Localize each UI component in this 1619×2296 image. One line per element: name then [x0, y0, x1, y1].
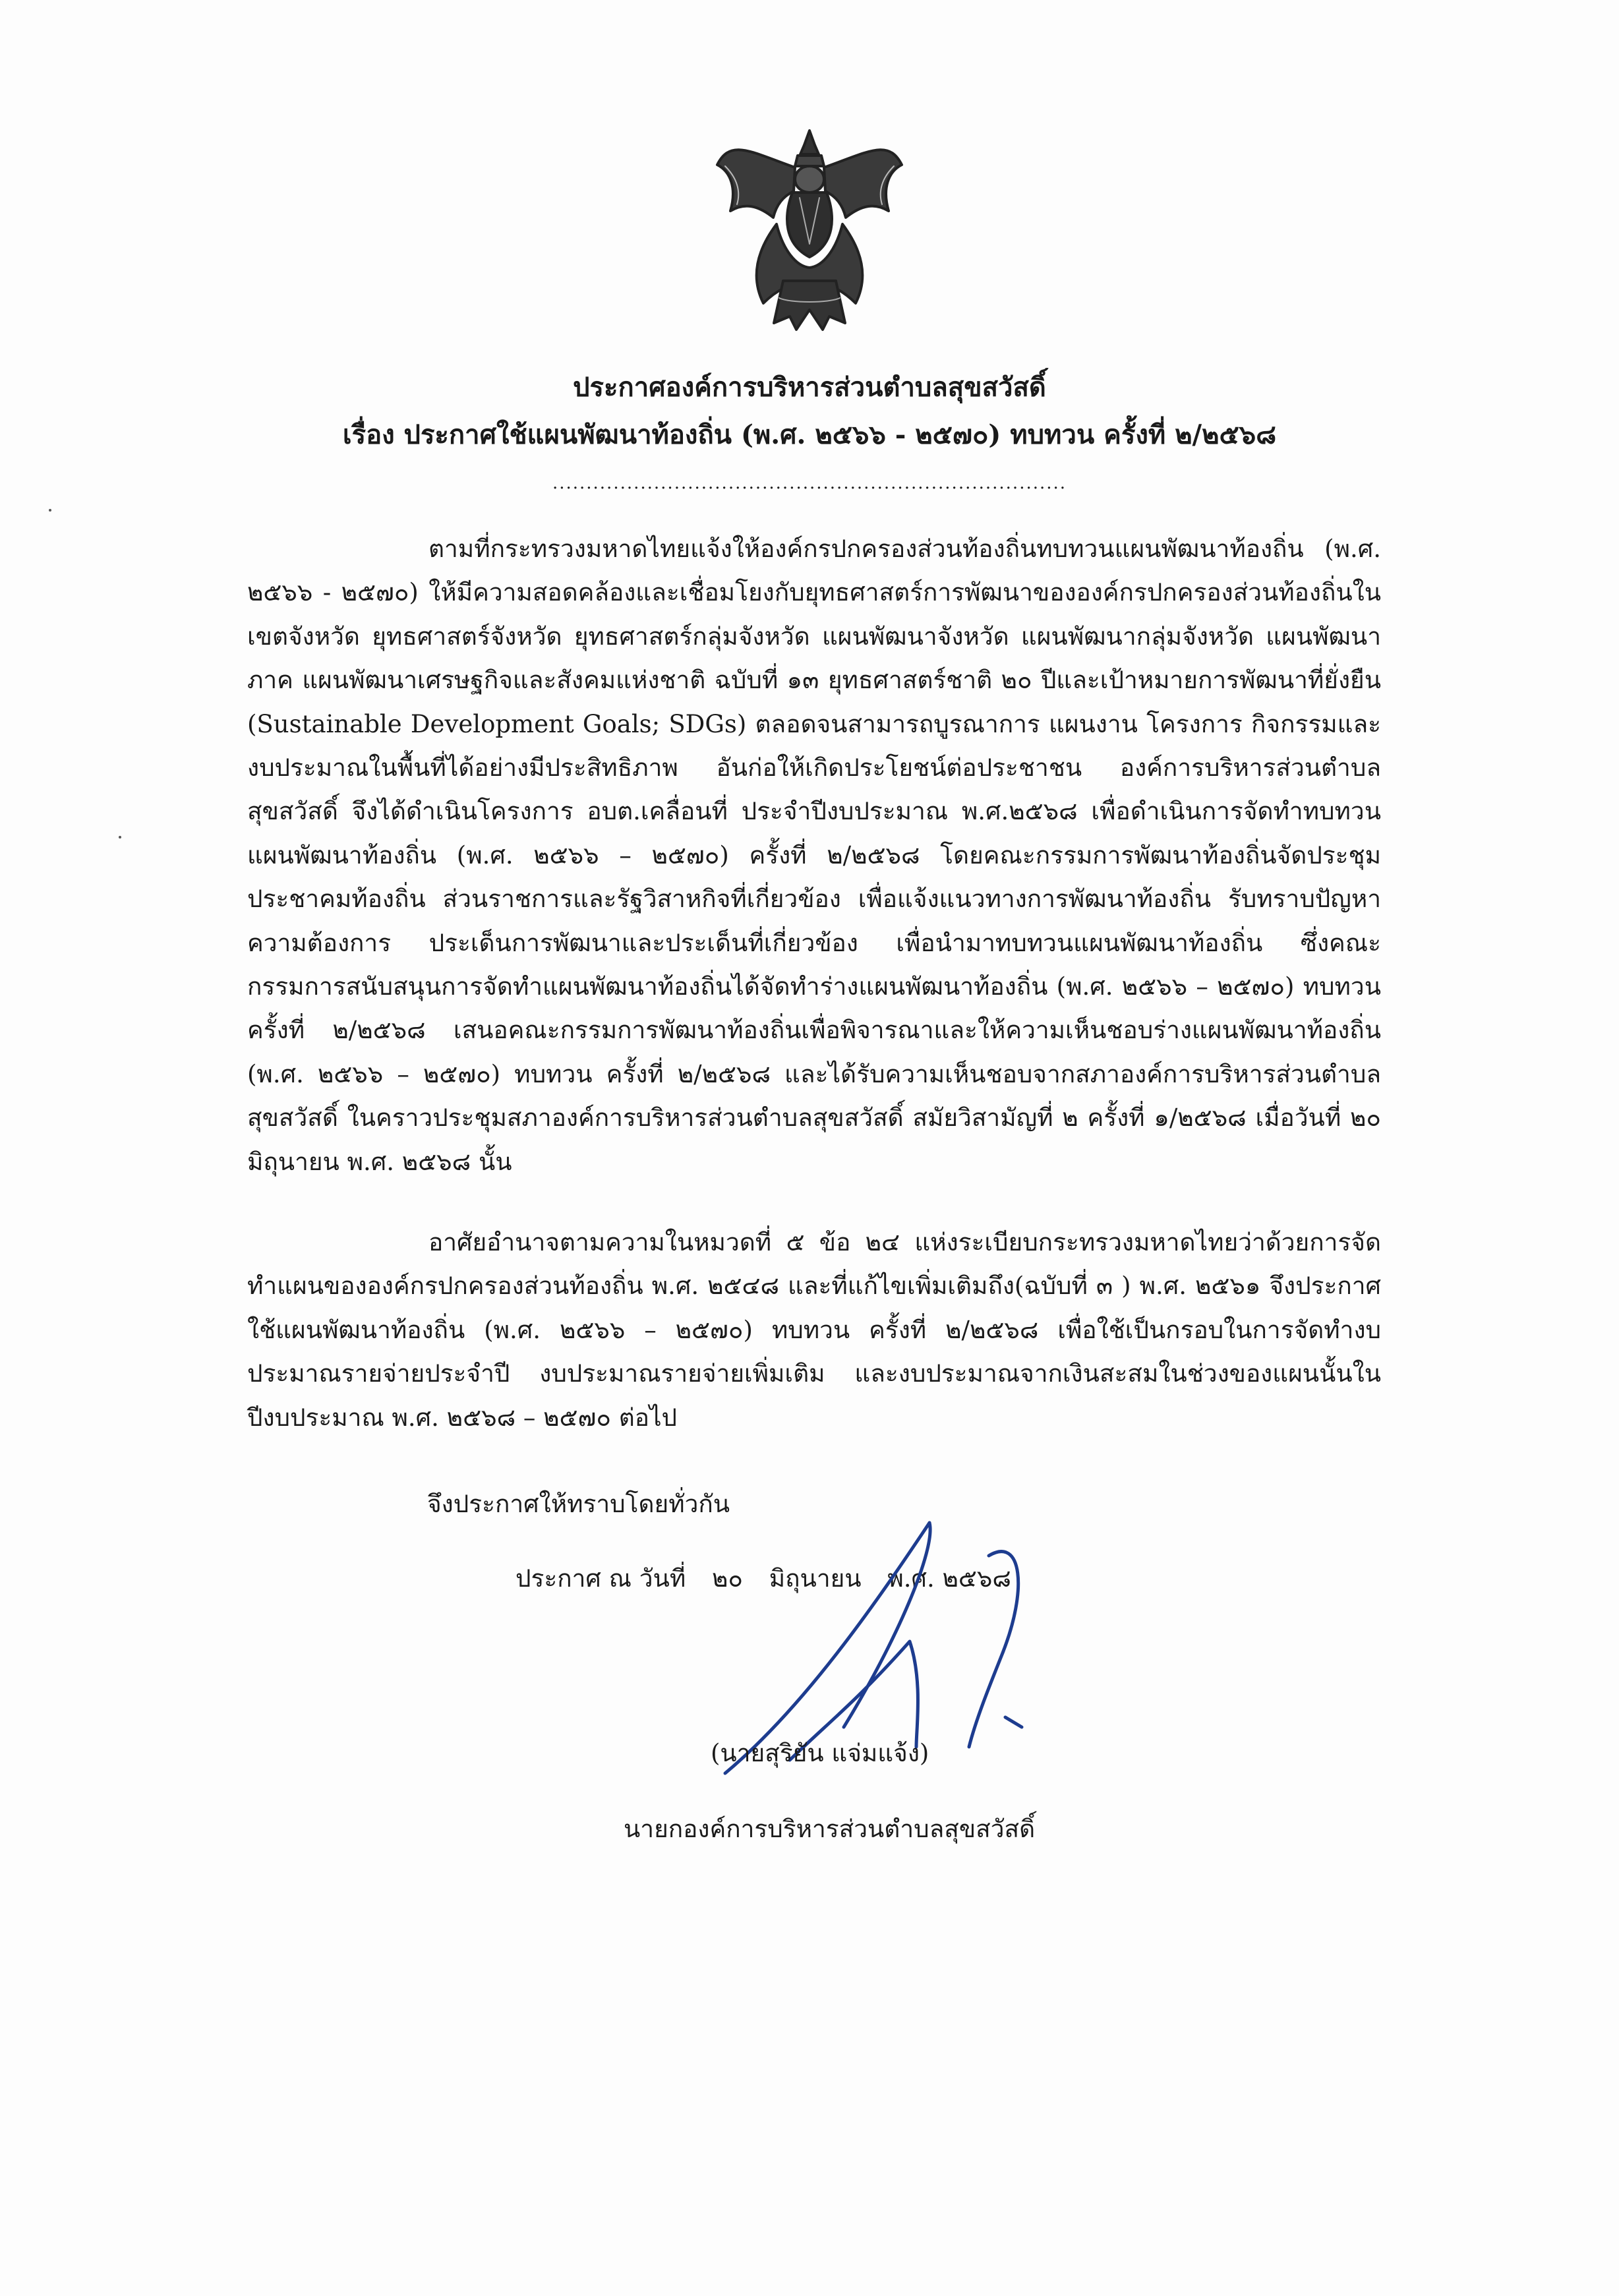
date-month: มิถุนายน [769, 1564, 862, 1593]
garuda-emblem-icon [711, 125, 908, 336]
announcement-title: ประกาศองค์การบริหารส่วนตำบลสุขสวัสดิ์ [573, 372, 1046, 403]
closing-statement: จึงประกาศให้ทราบโดยทั่วกัน [427, 1490, 730, 1518]
date-day: ๒๐ [711, 1564, 743, 1593]
body-paragraph-2: อาศัยอำนาจตามความในหมวดที่ ๕ ข้อ ๒๔ แห่งระเบียบกระทรวงมหาดไทยว่าด้วยการจัดทำแผนขององค์กรปกครองส่วนท้องถิ่น พ.ศ. ๒๕๔๘ และที่แก้ไขเพิ่มเติมถึง(ฉบับที่ ๓ ) พ.ศ. ๒๕๖๑ จึงประกาศใช้แผนพัฒนาท้องถิ่น (พ.ศ. ๒๕๖๖ – ๒๕๗๐) ทบทวน ครั้งที่ ๒/๒๕๖๘ เพื่อใช้เป็นกรอบในการจัดทำงบประมาณรายจ่ายประจำปี งบประมาณรายจ่ายเพิ่มเติม และงบประมาณจากเงินสะสมในช่วงของแผนนั้นในปีงบประมาณ พ.ศ. ๒๕๖๘ – ๒๕๗๐ ต่อไป [247, 1228, 1381, 1432]
scan-speck [49, 509, 51, 512]
scan-speck [119, 836, 121, 839]
date-prefix: ประกาศ ณ วันที่ [515, 1564, 686, 1593]
signer-position: นายกองค์การบริหารส่วนตำบลสุขสวัสดิ์ [624, 1815, 1036, 1843]
date-year: พ.ศ. ๒๕๖๘ [887, 1564, 1011, 1593]
announcement-subject: เรื่อง ประกาศใช้แผนพัฒนาท้องถิ่น (พ.ศ. ๒๕๖๖ - ๒๕๗๐) ทบทวน ครั้งที่ ๒/๒๕๖๘ [342, 419, 1277, 450]
body-paragraph-1: ตามที่กระทรวงมหาดไทยแจ้งให้องค์กรปกครองส่วนท้องถิ่นทบทวนแผนพัฒนาท้องถิ่น (พ.ศ. ๒๕๖๖ - ๒๕๗๐) ให้มีความสอดคล้องและเชื่อมโยงกับยุทธศาสตร์การพัฒนาขององค์กรปกครองส่วนท้องถิ่นในเขตจังหวัด ยุทธศาสตร์จังหวัด ยุทธศาสตร์กลุ่มจังหวัด แผนพัฒนาจังหวัด แผนพัฒนากลุ่มจังหวัด แผนพัฒนาภาค แผนพัฒนาเศรษฐกิจและสังคมแห่งชาติ ฉบับที่ ๑๓ ยุทธศาสตร์ชาติ ๒๐ ปีและเป้าหมายการพัฒนาที่ยั่งยืน (Sustainable Development Goals; SDGs) ตลอดจนสามารถบูรณาการ แผนงาน โครงการ กิจกรรมและงบประมาณในพื้นที่ได้อย่างมีประสิทธิภาพ อันก่อให้เกิดประโยชน์ต่อประชาชน องค์การบริหารส่วนตำบลสุขสวัสดิ์ จึงได้ดำเนินโครงการ อบต.เคลื่อนที่ ประจำปีงบประมาณ พ.ศ.๒๕๖๘ เพื่อดำเนินการจัดทำทบทวนแผนพัฒนาท้องถิ่น (พ.ศ. ๒๕๖๖ – ๒๕๗๐) ครั้งที่ ๒/๒๕๖๘ โดยคณะกรรมการพัฒนาท้องถิ่นจัดประชุมประชาคมท้องถิ่น ส่วนราชการและรัฐวิสาหกิจที่เกี่ยวข้อง เพื่อแจ้งแนวทางการพัฒนาท้องถิ่น รับทราบปัญหาความต้องการ ประเด็นการพัฒนาและประเด็นที่เกี่ยวข้อง เพื่อนำมาทบทวนแผนพัฒนาท้องถิ่น ซึ่งคณะกรรมการสนับสนุนการจัดทำแผนพัฒนาท้องถิ่นได้จัดทำร่างแผนพัฒนาท้องถิ่น (พ.ศ. ๒๕๖๖ – ๒๕๗๐) ทบทวน ครั้งที่ ๒/๒๕๖๘ เสนอคณะกรรมการพัฒนาท้องถิ่นเพื่อพิจารณาและให้ความเห็นชอบร่างแผนพัฒนาท้องถิ่น (พ.ศ. ๒๕๖๖ – ๒๕๗๐) ทบทวน ครั้งที่ ๒/๒๕๖๘ และได้รับความเห็นชอบจากสภาองค์การบริหารส่วนตำบลสุขสวัสดิ์ ในคราวประชุมสภาองค์การบริหารส่วนตำบลสุขสวัสดิ์ สมัยวิสามัญที่ ๒ ครั้งที่ ๑/๒๕๖๘ เมื่อวันที่ ๒๐ มิถุนายน พ.ศ. ๒๕๖๘ นั้น [247, 535, 1381, 1176]
signer-name: (นายสุริยัน แจ่มแจ้ง) [711, 1739, 929, 1767]
title-separator: ............................................................................ [552, 473, 1067, 493]
